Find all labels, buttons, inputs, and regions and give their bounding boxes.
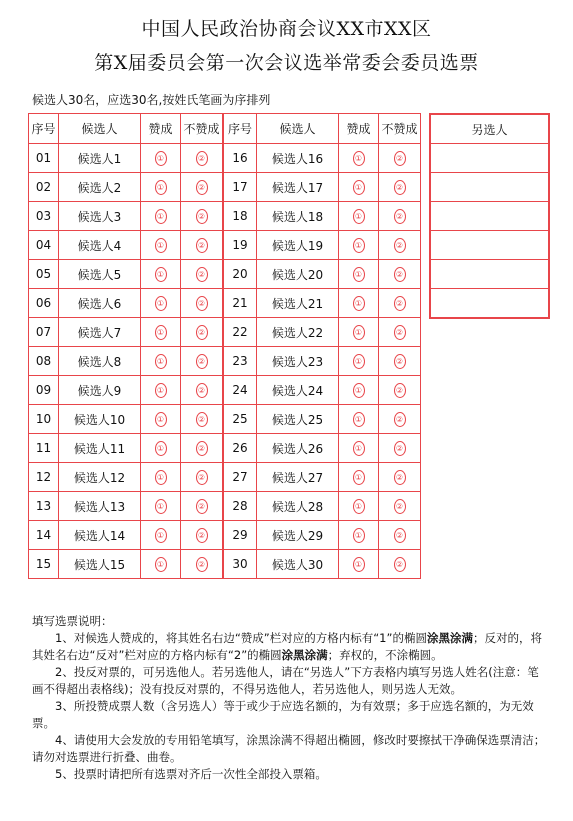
candidate-name: 候选人28 xyxy=(257,492,339,521)
approve-cell[interactable] xyxy=(141,144,181,173)
disapprove-cell[interactable] xyxy=(379,318,421,347)
candidate-row xyxy=(29,202,223,231)
disapprove-oval[interactable]: ② xyxy=(196,267,208,282)
candidate-number: 24 xyxy=(224,376,257,405)
candidate-number: 07 xyxy=(29,318,59,347)
disapprove-cell[interactable] xyxy=(181,376,223,405)
approve-cell[interactable] xyxy=(141,202,181,231)
approve-cell[interactable] xyxy=(339,144,379,173)
candidate-number: 10 xyxy=(29,405,59,434)
disapprove-oval[interactable]: ② xyxy=(196,441,208,456)
disapprove-oval[interactable]: ② xyxy=(196,238,208,253)
candidate-table-left xyxy=(28,113,223,579)
approve-cell[interactable] xyxy=(141,405,181,434)
candidate-number: 17 xyxy=(224,173,257,202)
disapprove-cell[interactable] xyxy=(181,521,223,550)
candidate-row xyxy=(29,405,223,434)
approve-oval[interactable]: ① xyxy=(155,528,167,543)
candidate-number: 19 xyxy=(224,231,257,260)
candidate-name: 候选人21 xyxy=(257,289,339,318)
candidate-name: 候选人19 xyxy=(257,231,339,260)
candidate-row xyxy=(29,231,223,260)
candidate-name: 候选人3 xyxy=(59,202,141,231)
approve-cell[interactable] xyxy=(339,405,379,434)
ballot-title-line2: 第X届委员会第一次会议选举常委会委员选票 xyxy=(94,52,479,74)
disapprove-oval[interactable]: ② xyxy=(394,238,406,253)
candidate-name: 候选人5 xyxy=(59,260,141,289)
disapprove-cell[interactable] xyxy=(379,550,421,579)
instruction-item-4: 4、请使用大会发放的专用铅笔填写，涂黑涂满不得超出椭圆，修改时要擦拭干净确保选票清洁；请勿对选票进行折叠、曲卷。 xyxy=(32,733,546,764)
candidate-number: 03 xyxy=(29,202,59,231)
disapprove-cell[interactable] xyxy=(181,173,223,202)
candidate-row xyxy=(29,463,223,492)
candidate-name: 候选人2 xyxy=(59,173,141,202)
disapprove-cell[interactable] xyxy=(181,260,223,289)
candidate-row xyxy=(224,405,421,434)
candidate-name: 候选人25 xyxy=(257,405,339,434)
approve-cell[interactable] xyxy=(339,463,379,492)
disapprove-cell[interactable] xyxy=(379,376,421,405)
disapprove-oval[interactable]: ② xyxy=(394,557,406,572)
candidate-row xyxy=(224,463,421,492)
approve-oval[interactable]: ① xyxy=(155,354,167,369)
header-approve: 赞成 xyxy=(339,114,379,144)
header-seq: 序号 xyxy=(224,114,257,144)
disapprove-cell[interactable] xyxy=(181,492,223,521)
approve-cell[interactable] xyxy=(141,231,181,260)
candidate-name: 候选人10 xyxy=(59,405,141,434)
candidate-row xyxy=(224,173,421,202)
approve-cell[interactable] xyxy=(339,289,379,318)
approve-oval[interactable]: ① xyxy=(155,296,167,311)
candidate-row xyxy=(224,318,421,347)
candidate-name: 候选人12 xyxy=(59,463,141,492)
disapprove-oval[interactable]: ② xyxy=(196,499,208,514)
candidate-row xyxy=(224,231,421,260)
write-in-slot[interactable] xyxy=(430,231,549,260)
candidate-name: 候选人29 xyxy=(257,521,339,550)
candidate-row xyxy=(224,144,421,173)
candidate-number: 02 xyxy=(29,173,59,202)
disapprove-cell[interactable] xyxy=(379,260,421,289)
candidate-row xyxy=(29,289,223,318)
candidate-row xyxy=(29,550,223,579)
approve-cell[interactable] xyxy=(141,463,181,492)
candidate-row xyxy=(29,376,223,405)
disapprove-cell[interactable] xyxy=(181,318,223,347)
candidate-number: 25 xyxy=(224,405,257,434)
candidate-row xyxy=(29,260,223,289)
disapprove-cell[interactable] xyxy=(379,173,421,202)
approve-cell[interactable] xyxy=(141,289,181,318)
approve-cell[interactable] xyxy=(339,521,379,550)
approve-oval[interactable]: ① xyxy=(353,296,365,311)
disapprove-oval[interactable]: ② xyxy=(394,180,406,195)
write-in-slot[interactable] xyxy=(430,144,549,173)
ballot-title-line1: 中国人民政治协商会议XX市XX区 xyxy=(141,18,432,40)
candidate-name: 候选人7 xyxy=(59,318,141,347)
disapprove-cell[interactable] xyxy=(181,289,223,318)
approve-oval[interactable]: ① xyxy=(353,238,365,253)
approve-cell[interactable] xyxy=(141,260,181,289)
approve-cell[interactable] xyxy=(339,434,379,463)
header-candidate: 候选人 xyxy=(257,114,339,144)
candidate-row xyxy=(224,376,421,405)
approve-oval[interactable]: ① xyxy=(353,412,365,427)
disapprove-oval[interactable]: ② xyxy=(196,470,208,485)
approve-cell[interactable] xyxy=(141,347,181,376)
approve-cell[interactable] xyxy=(141,521,181,550)
candidate-number: 30 xyxy=(224,550,257,579)
candidate-number: 12 xyxy=(29,463,59,492)
candidate-name: 候选人27 xyxy=(257,463,339,492)
candidate-row xyxy=(224,347,421,376)
disapprove-cell[interactable] xyxy=(181,463,223,492)
candidate-number: 09 xyxy=(29,376,59,405)
approve-oval[interactable]: ① xyxy=(353,267,365,282)
disapprove-cell[interactable] xyxy=(379,231,421,260)
disapprove-oval[interactable]: ② xyxy=(196,383,208,398)
candidate-row xyxy=(224,550,421,579)
disapprove-oval[interactable]: ② xyxy=(196,180,208,195)
disapprove-oval[interactable]: ② xyxy=(394,383,406,398)
approve-oval[interactable]: ① xyxy=(353,180,365,195)
approve-cell[interactable] xyxy=(141,376,181,405)
approve-cell[interactable] xyxy=(339,492,379,521)
approve-oval[interactable]: ① xyxy=(155,180,167,195)
approve-oval[interactable]: ① xyxy=(353,151,365,166)
disapprove-oval[interactable]: ② xyxy=(196,209,208,224)
write-in-slot[interactable] xyxy=(430,202,549,231)
approve-oval[interactable]: ① xyxy=(353,209,365,224)
approve-oval[interactable]: ① xyxy=(353,325,365,340)
candidate-number: 29 xyxy=(224,521,257,550)
disapprove-oval[interactable]: ② xyxy=(394,325,406,340)
candidate-name: 候选人8 xyxy=(59,347,141,376)
approve-oval[interactable]: ① xyxy=(353,557,365,572)
disapprove-cell[interactable] xyxy=(379,405,421,434)
candidate-name: 候选人1 xyxy=(59,144,141,173)
approve-cell[interactable] xyxy=(339,550,379,579)
candidate-row xyxy=(29,434,223,463)
candidate-row xyxy=(29,173,223,202)
approve-oval[interactable]: ① xyxy=(353,383,365,398)
candidate-number: 16 xyxy=(224,144,257,173)
disapprove-oval[interactable]: ② xyxy=(394,267,406,282)
approve-cell[interactable] xyxy=(141,173,181,202)
candidate-table-right xyxy=(223,113,421,579)
header-candidate: 候选人 xyxy=(59,114,141,144)
disapprove-oval[interactable]: ② xyxy=(394,151,406,166)
header-approve: 赞成 xyxy=(141,114,181,144)
approve-cell[interactable] xyxy=(141,550,181,579)
candidate-number: 14 xyxy=(29,521,59,550)
approve-cell[interactable] xyxy=(339,318,379,347)
instruction-item-1: 1、对候选人赞成的，将其姓名右边“赞成”栏对应的方格内标有“1”的椭圆涂黑涂满；反对的，将其姓名右边“反对”栏对应的方格内标有“2”的椭圆涂黑涂满；弃权的，不涂椭圆。 xyxy=(32,631,542,662)
disapprove-oval[interactable]: ② xyxy=(196,151,208,166)
disapprove-cell[interactable] xyxy=(379,521,421,550)
disapprove-oval[interactable]: ② xyxy=(196,557,208,572)
instructions-heading: 填写选票说明： xyxy=(32,614,113,628)
disapprove-oval[interactable]: ② xyxy=(394,470,406,485)
candidate-count-note: 候选人30名，应选30名,按姓氏笔画为序排列 xyxy=(32,93,271,107)
approve-oval[interactable]: ① xyxy=(155,151,167,166)
candidate-row xyxy=(224,202,421,231)
candidate-name: 候选人26 xyxy=(257,434,339,463)
write-in-table xyxy=(429,113,550,319)
candidate-number: 22 xyxy=(224,318,257,347)
disapprove-oval[interactable]: ② xyxy=(394,296,406,311)
approve-oval[interactable]: ① xyxy=(155,557,167,572)
approve-cell[interactable] xyxy=(141,434,181,463)
candidate-row xyxy=(29,144,223,173)
candidate-number: 08 xyxy=(29,347,59,376)
candidate-number: 26 xyxy=(224,434,257,463)
candidate-row xyxy=(29,347,223,376)
header-disapprove: 不赞成 xyxy=(379,114,421,144)
candidate-name: 候选人22 xyxy=(257,318,339,347)
disapprove-oval[interactable]: ② xyxy=(394,412,406,427)
write-in-slot[interactable] xyxy=(430,289,549,319)
disapprove-oval[interactable]: ② xyxy=(196,296,208,311)
candidate-row xyxy=(29,492,223,521)
header-write-in: 另选人 xyxy=(430,114,549,144)
disapprove-cell[interactable] xyxy=(379,463,421,492)
write-in-slot[interactable] xyxy=(430,260,549,289)
disapprove-cell[interactable] xyxy=(379,202,421,231)
approve-cell[interactable] xyxy=(141,492,181,521)
disapprove-cell[interactable] xyxy=(379,144,421,173)
candidate-number: 13 xyxy=(29,492,59,521)
candidate-row xyxy=(224,260,421,289)
candidate-name: 候选人13 xyxy=(59,492,141,521)
disapprove-oval[interactable]: ② xyxy=(394,441,406,456)
approve-oval[interactable]: ① xyxy=(155,499,167,514)
approve-cell[interactable] xyxy=(141,318,181,347)
candidate-number: 15 xyxy=(29,550,59,579)
candidate-row xyxy=(224,492,421,521)
disapprove-oval[interactable]: ② xyxy=(196,354,208,369)
approve-cell[interactable] xyxy=(339,376,379,405)
disapprove-cell[interactable] xyxy=(181,231,223,260)
approve-oval[interactable]: ① xyxy=(155,325,167,340)
candidate-row xyxy=(224,521,421,550)
disapprove-cell[interactable] xyxy=(181,550,223,579)
candidate-name: 候选人17 xyxy=(257,173,339,202)
header-disapprove: 不赞成 xyxy=(181,114,223,144)
disapprove-cell[interactable] xyxy=(379,289,421,318)
approve-cell[interactable] xyxy=(339,173,379,202)
candidate-name: 候选人30 xyxy=(257,550,339,579)
candidate-row xyxy=(29,318,223,347)
approve-cell[interactable] xyxy=(339,260,379,289)
disapprove-cell[interactable] xyxy=(181,434,223,463)
disapprove-oval[interactable]: ② xyxy=(394,499,406,514)
candidate-name: 候选人9 xyxy=(59,376,141,405)
candidate-number: 01 xyxy=(29,144,59,173)
write-in-slot[interactable] xyxy=(430,173,549,202)
approve-oval[interactable]: ① xyxy=(353,354,365,369)
candidate-number: 23 xyxy=(224,347,257,376)
disapprove-oval[interactable]: ② xyxy=(196,325,208,340)
candidate-number: 06 xyxy=(29,289,59,318)
disapprove-oval[interactable]: ② xyxy=(394,528,406,543)
instruction-item-3: 3、所投赞成票人数（含另选人）等于或少于应选名额的，为有效票；多于应选名额的，为无效票。 xyxy=(32,699,534,730)
candidate-name: 候选人18 xyxy=(257,202,339,231)
candidate-name: 候选人16 xyxy=(257,144,339,173)
candidate-name: 候选人6 xyxy=(59,289,141,318)
candidate-name: 候选人20 xyxy=(257,260,339,289)
candidate-row xyxy=(224,289,421,318)
candidate-number: 28 xyxy=(224,492,257,521)
candidate-name: 候选人24 xyxy=(257,376,339,405)
approve-oval[interactable]: ① xyxy=(155,238,167,253)
candidate-number: 11 xyxy=(29,434,59,463)
approve-oval[interactable]: ① xyxy=(353,470,365,485)
approve-oval[interactable]: ① xyxy=(155,412,167,427)
candidate-name: 候选人15 xyxy=(59,550,141,579)
candidate-number: 18 xyxy=(224,202,257,231)
disapprove-cell[interactable] xyxy=(181,347,223,376)
approve-oval[interactable]: ① xyxy=(155,441,167,456)
approve-cell[interactable] xyxy=(339,347,379,376)
voting-instructions xyxy=(32,613,550,783)
approve-oval[interactable]: ① xyxy=(353,499,365,514)
instruction-item-2: 2、投反对票的，可另选他人。若另选他人，请在“另选人”下方表格内填写另选人姓名(注意：笔画不得超出表格线)；没有投反对票的，不得另选他人，若另选他人，则另选人无效。 xyxy=(32,665,539,696)
disapprove-oval[interactable]: ② xyxy=(394,209,406,224)
candidate-name: 候选人11 xyxy=(59,434,141,463)
disapprove-oval[interactable]: ② xyxy=(196,528,208,543)
candidate-number: 27 xyxy=(224,463,257,492)
disapprove-cell[interactable] xyxy=(181,202,223,231)
candidate-number: 20 xyxy=(224,260,257,289)
candidate-number: 05 xyxy=(29,260,59,289)
candidate-row xyxy=(29,521,223,550)
approve-cell[interactable] xyxy=(339,231,379,260)
disapprove-cell[interactable] xyxy=(379,492,421,521)
approve-oval[interactable]: ① xyxy=(353,441,365,456)
approve-oval[interactable]: ① xyxy=(155,209,167,224)
candidate-name: 候选人23 xyxy=(257,347,339,376)
header-seq: 序号 xyxy=(29,114,59,144)
instruction-item-5: 5、投票时请把所有选票对齐后一次性全部投入票箱。 xyxy=(55,767,327,781)
disapprove-cell[interactable] xyxy=(379,434,421,463)
candidate-number: 21 xyxy=(224,289,257,318)
approve-oval[interactable]: ① xyxy=(155,383,167,398)
candidate-name: 候选人4 xyxy=(59,231,141,260)
disapprove-cell[interactable] xyxy=(181,405,223,434)
disapprove-oval[interactable]: ② xyxy=(196,412,208,427)
approve-oval[interactable]: ① xyxy=(353,528,365,543)
candidate-row xyxy=(224,434,421,463)
candidate-name: 候选人14 xyxy=(59,521,141,550)
disapprove-oval[interactable]: ② xyxy=(394,354,406,369)
approve-oval[interactable]: ① xyxy=(155,470,167,485)
disapprove-cell[interactable] xyxy=(379,347,421,376)
approve-oval[interactable]: ① xyxy=(155,267,167,282)
approve-cell[interactable] xyxy=(339,202,379,231)
candidate-number: 04 xyxy=(29,231,59,260)
disapprove-cell[interactable] xyxy=(181,144,223,173)
